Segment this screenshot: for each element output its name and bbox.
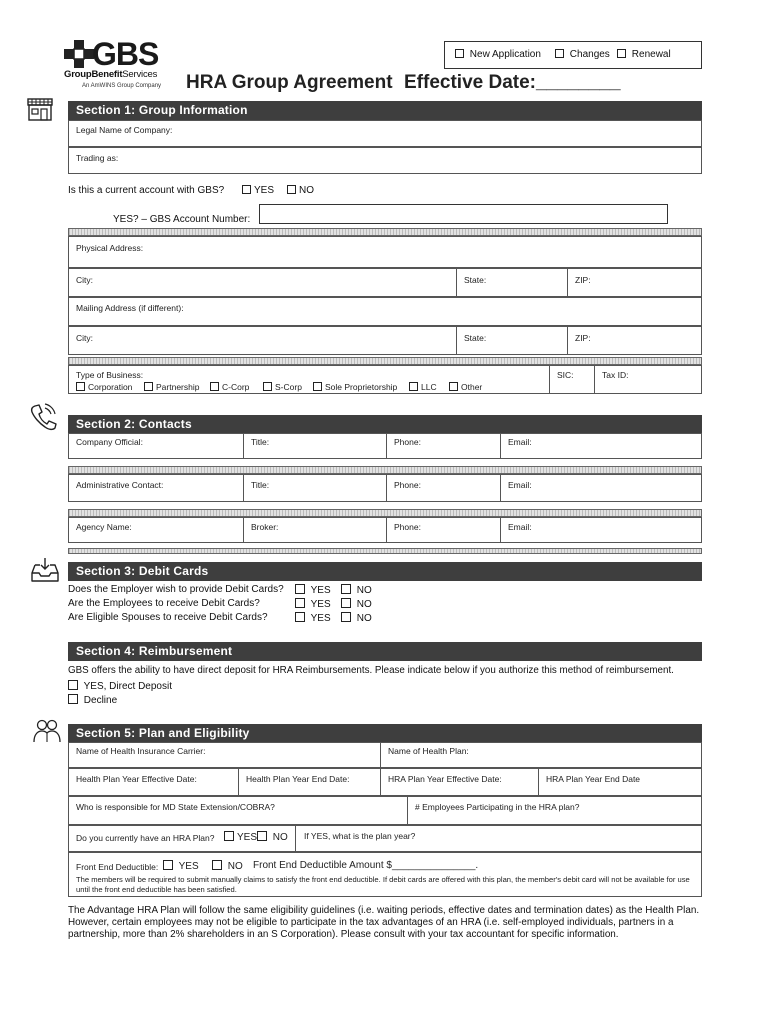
broker-cell[interactable] [243, 518, 386, 542]
section1-header: Section 1: Group Information [68, 101, 702, 120]
biz-c-corp-checkbox[interactable] [210, 382, 219, 391]
debit-q1-no-label: NO [356, 585, 372, 596]
current-account-yes-checkbox[interactable] [242, 185, 251, 194]
section3-header: Section 3: Debit Cards [68, 562, 702, 581]
plan-year-label: If YES, what is the plan year? [304, 831, 416, 841]
biz-partnership-label: Partnership [156, 382, 200, 392]
agency-name-label: Agency Name: [76, 522, 132, 532]
fed-no-label: NO [227, 861, 243, 872]
mailing-state-cell[interactable] [456, 327, 567, 354]
renewal-checkbox[interactable] [617, 49, 626, 58]
tax-id-label: Tax ID: [602, 370, 629, 380]
direct-deposit-decline-checkbox[interactable] [68, 694, 78, 704]
phone2-cell[interactable] [386, 475, 500, 501]
admin-contact-row [68, 474, 702, 502]
plan-year-dates-row [68, 768, 702, 796]
current-account-yes[interactable] [242, 185, 274, 196]
divider-hatch [68, 548, 702, 554]
biz-llc-option[interactable] [409, 382, 437, 392]
logo-tagline: An AmWINS Group Company [82, 83, 162, 89]
current-hra-no[interactable] [257, 831, 288, 843]
fed-no[interactable] [212, 860, 243, 872]
page-title: HRA Group Agreement [186, 72, 393, 93]
carrier-plan-row [68, 742, 702, 768]
debit-q3: Are Eligible Spouses to receive Debit Cards? [68, 612, 268, 623]
num-employees-cell[interactable] [407, 797, 701, 824]
mailing-state-label: State: [464, 333, 487, 343]
logo-name-light: Services [122, 69, 158, 80]
debit-q3-no-checkbox[interactable] [341, 612, 351, 622]
application-type-box [444, 41, 702, 69]
city-state-zip-row [68, 268, 702, 297]
carrier-label: Name of Health Insurance Carrier: [76, 746, 206, 756]
fed-yes-checkbox[interactable] [163, 860, 173, 870]
city-label: City: [76, 275, 93, 285]
email3-label: Email: [508, 522, 532, 532]
debit-q2-yes-checkbox[interactable] [295, 598, 305, 608]
biz-partnership-option[interactable] [144, 382, 199, 392]
section4-header: Section 4: Reimbursement [68, 642, 702, 661]
debit-q2: Are the Employees to receive Debit Cards? [68, 598, 260, 609]
debit-q2-yes-label: YES [310, 599, 331, 610]
trading-as-field[interactable] [68, 147, 702, 174]
reimbursement-text: GBS offers the ability to have direct deposit for HRA Reimbursements. Please indicate below if you authorize this method of reimbursement. [68, 665, 674, 676]
logo-brand: GBS [92, 36, 159, 72]
title1-cell[interactable] [243, 434, 386, 458]
section2-header: Section 2: Contacts [68, 415, 702, 434]
people-group-icon [32, 718, 62, 744]
state-cell[interactable] [456, 269, 567, 296]
divider-hatch [68, 509, 702, 517]
fed-note: The members will be required to submit manually claims to satisfy the front end deductible. If debit cards are offered with this plan, the member's debit card will not be available for use until the front end deductible has been satisfied. [76, 875, 690, 894]
account-number-label: YES? – GBS Account Number: [113, 214, 251, 225]
divider-hatch [68, 466, 702, 474]
biz-other-option[interactable] [449, 382, 482, 392]
admin-contact-label: Administrative Contact: [76, 480, 164, 490]
company-official-row [68, 433, 702, 459]
phone3-label: Phone: [394, 522, 421, 532]
direct-deposit-decline-label: Decline [83, 695, 118, 706]
phone1-cell[interactable] [386, 434, 500, 458]
title2-cell[interactable] [243, 475, 386, 501]
plan-name-cell[interactable] [380, 743, 701, 767]
current-account-no[interactable] [287, 185, 314, 196]
changes-option[interactable] [555, 49, 610, 60]
changes-label: Changes [569, 49, 610, 60]
email2-label: Email: [508, 480, 532, 490]
logo-mark-icon [64, 40, 94, 68]
title2-label: Title: [251, 480, 270, 490]
trading-as-label: Trading as: [76, 153, 119, 163]
inbox-tray-icon [30, 557, 60, 583]
debit-q1: Does the Employer wish to provide Debit Cards? [68, 584, 284, 595]
direct-deposit-yes-label: YES, Direct Deposit [83, 681, 172, 692]
num-employees-label: # Employees Participating in the HRA plan? [415, 802, 580, 812]
company-official-label: Company Official: [76, 437, 143, 447]
effective-date: Effective Date:________ [404, 72, 621, 93]
current-hra-no-checkbox[interactable] [257, 831, 267, 841]
biz-s-corp-checkbox[interactable] [263, 382, 272, 391]
broker-label: Broker: [251, 522, 279, 532]
biz-partnership-checkbox[interactable] [144, 382, 153, 391]
debit-q1-no[interactable] [341, 584, 372, 596]
plan-name-label: Name of Health Plan: [388, 746, 469, 756]
mailing-city-label: City: [76, 333, 93, 343]
fed-yes[interactable] [163, 860, 199, 872]
debit-q3-yes[interactable] [295, 612, 331, 624]
section5-header: Section 5: Plan and Eligibility [68, 724, 702, 743]
current-hra-yes-checkbox[interactable] [224, 831, 234, 841]
current-hra-row [68, 825, 702, 852]
new-application-option[interactable] [455, 49, 541, 60]
phone-icon [28, 402, 58, 432]
debit-q1-yes-checkbox[interactable] [295, 584, 305, 594]
debit-q1-yes-label: YES [310, 585, 331, 596]
fed-no-checkbox[interactable] [212, 860, 222, 870]
mailing-address-field[interactable] [68, 297, 702, 326]
storefront-icon [26, 98, 54, 122]
biz-s-corp-option[interactable] [263, 382, 302, 392]
email2-cell[interactable] [500, 475, 701, 501]
biz-sole-prop-label: Sole Proprietorship [325, 382, 398, 392]
debit-q2-no[interactable] [341, 598, 372, 610]
phone2-label: Phone: [394, 480, 421, 490]
debit-q3-yes-checkbox[interactable] [295, 612, 305, 622]
biz-corporation-checkbox[interactable] [76, 382, 85, 391]
sic-cell[interactable] [549, 366, 594, 393]
debit-q2-yes[interactable] [295, 598, 331, 610]
current-hra-yes[interactable] [224, 831, 257, 843]
debit-q3-yes-label: YES [310, 613, 331, 624]
biz-c-corp-option[interactable] [210, 382, 249, 392]
divider-hatch [68, 357, 702, 365]
physical-address-field[interactable] [68, 236, 702, 268]
debit-q3-no-label: NO [356, 613, 372, 624]
legal-name-field[interactable] [68, 120, 702, 147]
hp-end-cell[interactable] [238, 769, 380, 795]
mailing-address-label: Mailing Address (if different): [76, 303, 184, 313]
plan-year-cell[interactable] [295, 826, 701, 851]
fed-amount[interactable]: Front End Deductible Amount $_______________. [253, 860, 479, 871]
front-end-deductible-box [68, 852, 702, 897]
zip-cell[interactable] [567, 269, 701, 296]
direct-deposit-yes[interactable] [68, 680, 172, 692]
current-account-no-checkbox[interactable] [287, 185, 296, 194]
mailing-zip-label: ZIP: [575, 333, 591, 343]
debit-q2-no-label: NO [356, 599, 372, 610]
hp-end-label: Health Plan Year End Date: [246, 774, 350, 784]
debit-q1-no-checkbox[interactable] [341, 584, 351, 594]
type-of-business-label: Type of Business: [76, 370, 144, 380]
current-hra-question: Do you currently have an HRA Plan? [76, 833, 215, 843]
tax-id-cell[interactable] [594, 366, 701, 393]
business-type-row [68, 365, 702, 394]
biz-other-checkbox[interactable] [449, 382, 458, 391]
hra-eff-label: HRA Plan Year Effective Date: [388, 774, 502, 784]
direct-deposit-decline[interactable] [68, 694, 117, 706]
agency-row [68, 517, 702, 543]
cobra-label: Who is responsible for MD State Extension/COBRA? [76, 802, 275, 812]
logo-company-name [64, 69, 157, 80]
current-account-yes-label: YES [254, 185, 275, 196]
debit-q1-yes[interactable] [295, 584, 331, 596]
renewal-option[interactable] [617, 49, 671, 60]
divider-hatch [68, 228, 702, 236]
hp-eff-label: Health Plan Year Effective Date: [76, 774, 197, 784]
current-account-question: Is this a current account with GBS? [68, 185, 225, 196]
debit-q2-no-checkbox[interactable] [341, 598, 351, 608]
biz-c-corp-label: C-Corp [222, 382, 250, 392]
biz-sole-prop-option[interactable] [313, 382, 397, 392]
phone1-label: Phone: [394, 437, 421, 447]
mailing-city-state-zip-row [68, 326, 702, 355]
hra-end-cell[interactable] [538, 769, 701, 795]
title1-label: Title: [251, 437, 270, 447]
footer-eligibility-text: The Advantage HRA Plan will follow the same eligibility guidelines (i.e. waiting periods, effective dates and termination dates) as the Health Plan. However, certain employees may not be eligible to participate in the tax advantages of an HRA (i.e. self-employed individuals, partners in a partnership, more than 2% shareholders in an S Corporation). Please consult with your tax accountant for specific information. [68, 905, 700, 940]
new-application-checkbox[interactable] [455, 49, 464, 58]
current-hra-no-label: NO [272, 832, 288, 843]
mailing-zip-cell[interactable] [567, 327, 701, 354]
direct-deposit-yes-checkbox[interactable] [68, 680, 78, 690]
biz-corporation-option[interactable] [76, 382, 132, 392]
email3-cell[interactable] [500, 518, 701, 542]
renewal-label: Renewal [631, 49, 671, 60]
biz-corporation-label: Corporation [88, 382, 133, 392]
legal-name-label: Legal Name of Company: [76, 125, 173, 135]
hra-eff-cell[interactable] [380, 769, 538, 795]
current-account-no-label: NO [299, 185, 314, 196]
biz-other-label: Other [461, 382, 483, 392]
new-application-label: New Application [469, 49, 541, 60]
state-label: State: [464, 275, 487, 285]
biz-llc-checkbox[interactable] [409, 382, 418, 391]
biz-sole-prop-checkbox[interactable] [313, 382, 322, 391]
phone3-cell[interactable] [386, 518, 500, 542]
sic-label: SIC: [557, 370, 574, 380]
physical-address-label: Physical Address: [76, 243, 144, 253]
biz-llc-label: LLC [421, 382, 437, 392]
debit-q3-no[interactable] [341, 612, 372, 624]
email1-cell[interactable] [500, 434, 701, 458]
cobra-row [68, 796, 702, 825]
fed-yes-label: YES [178, 861, 199, 872]
fed-label: Front End Deductible: [76, 862, 159, 872]
biz-s-corp-label: S-Corp [275, 382, 302, 392]
changes-checkbox[interactable] [555, 49, 564, 58]
account-number-input[interactable] [259, 204, 668, 224]
current-hra-yes-label: YES [237, 832, 258, 843]
zip-label: ZIP: [575, 275, 591, 285]
email1-label: Email: [508, 437, 532, 447]
logo-name-bold: GroupBenefit [64, 69, 123, 80]
hra-end-label: HRA Plan Year End Date [546, 774, 641, 784]
